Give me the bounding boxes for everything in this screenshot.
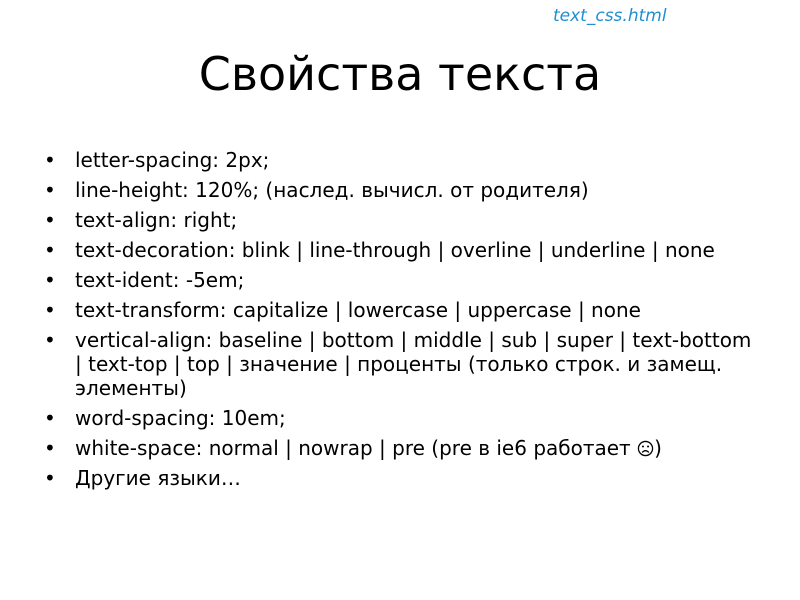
bullet-dot: • [44, 466, 56, 490]
list-item-text: Другие языки… [75, 466, 241, 490]
list-item [44, 298, 764, 322]
bullet-dot: • [44, 148, 56, 172]
list-item-text-after: ) [654, 436, 662, 460]
bullet-dot: • [44, 208, 56, 232]
bullet-dot: • [44, 238, 56, 262]
list-item-text: text-decoration: blink | line-through | overline | underline | none [75, 238, 715, 262]
list-item [44, 328, 764, 400]
bullet-dot: • [44, 406, 56, 430]
bullet-dot: • [44, 298, 56, 322]
list-item [44, 238, 764, 262]
bullet-dot: • [44, 328, 56, 352]
list-item-text: word-spacing: 10em; [75, 406, 286, 430]
list-item [44, 208, 764, 232]
list-item-text: text-align: right; [75, 208, 238, 232]
list-item-text: text-ident: -5em; [75, 268, 245, 292]
bullet-dot: • [44, 178, 56, 202]
list-item-text: letter-spacing: 2px; [75, 148, 270, 172]
list-item [44, 178, 764, 202]
list-item [44, 436, 764, 460]
list-item [44, 148, 764, 172]
list-item [44, 268, 764, 292]
frown-face-icon [637, 440, 654, 457]
bullet-list [44, 148, 764, 496]
list-item-text [75, 436, 764, 460]
bullet-dot: • [44, 268, 56, 292]
list-item-text: line-height: 120%; (наслед. вычисл. от родителя) [75, 178, 589, 202]
list-item-text: text-transform: capitalize | lowercase | uppercase | none [75, 298, 641, 322]
list-item [44, 466, 764, 490]
slide-title: Свойства текста [198, 47, 602, 101]
list-item [44, 406, 764, 430]
file-link[interactable]: text_css.html [553, 6, 667, 26]
bullet-dot: • [44, 436, 56, 460]
list-item-text: vertical-align: baseline | bottom | middle | sub | super | text-bottom | text-top | top | значение | проценты (только строк. и замещ. элементы) [75, 328, 752, 400]
list-item-text-before: white-space: normal | nowrap | pre (pre в ie6 работает [75, 436, 638, 460]
